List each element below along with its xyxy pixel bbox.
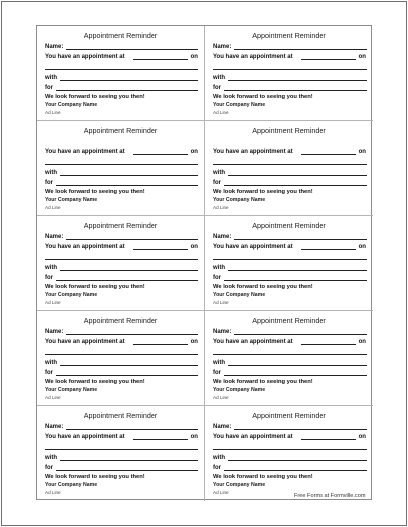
card-title: Appointment Reminder — [83, 31, 158, 40]
date-blank-line[interactable] — [45, 164, 198, 165]
for-blank-line[interactable] — [224, 90, 367, 91]
reminder-card — [205, 121, 373, 216]
name-blank-line[interactable] — [66, 429, 198, 430]
time-blank-line[interactable] — [133, 439, 188, 440]
card-title: Appointment Reminder — [83, 126, 158, 135]
with-label: with — [213, 360, 225, 366]
appointment-label: You have an appointment at — [213, 339, 293, 345]
with-blank-line[interactable] — [228, 270, 367, 271]
closing-text: We look forward to seeing you then! — [45, 379, 145, 385]
ad-line: Ad Line — [213, 300, 229, 305]
name-label: Name: — [45, 234, 64, 240]
appointment-label: You have an appointment at — [213, 244, 293, 250]
with-blank-line[interactable] — [60, 270, 198, 271]
with-blank-line[interactable] — [60, 175, 198, 176]
company-name: Your Company Name — [213, 102, 266, 108]
with-blank-line[interactable] — [228, 175, 367, 176]
with-label: with — [45, 455, 57, 461]
appointment-label: You have an appointment at — [45, 149, 125, 155]
ad-line: Ad Line — [213, 490, 229, 495]
name-label: Name: — [213, 424, 232, 430]
reminder-card — [37, 121, 205, 216]
on-label: on — [358, 149, 366, 155]
ad-line: Ad Line — [213, 205, 229, 210]
on-label: on — [358, 339, 366, 345]
reminder-card-sheet — [36, 25, 372, 500]
card-title: Appointment Reminder — [83, 221, 158, 230]
name-label: Name: — [213, 44, 232, 50]
for-label: for — [45, 275, 53, 281]
for-blank-line[interactable] — [56, 280, 198, 281]
with-blank-line[interactable] — [60, 460, 198, 461]
on-label: on — [190, 149, 198, 155]
for-blank-line[interactable] — [224, 280, 367, 281]
with-label: with — [213, 170, 225, 176]
for-label: for — [45, 465, 53, 471]
name-blank-line[interactable] — [234, 49, 367, 50]
ad-line: Ad Line — [45, 110, 61, 115]
for-blank-line[interactable] — [56, 470, 198, 471]
ad-line: Ad Line — [45, 300, 61, 305]
closing-text: We look forward to seeing you then! — [213, 189, 313, 195]
on-label: on — [358, 244, 366, 250]
for-blank-line[interactable] — [224, 470, 367, 471]
for-label: for — [213, 275, 221, 281]
ad-line: Ad Line — [45, 205, 61, 210]
name-label: Name: — [45, 329, 64, 335]
ad-line: Ad Line — [213, 395, 229, 400]
date-blank-line[interactable] — [213, 259, 367, 260]
card-title: Appointment Reminder — [83, 411, 158, 420]
for-blank-line[interactable] — [224, 185, 367, 186]
time-blank-line[interactable] — [301, 439, 356, 440]
name-label: Name: — [45, 424, 64, 430]
with-label: with — [45, 265, 57, 271]
closing-text: We look forward to seeing you then! — [45, 284, 145, 290]
reminder-card — [37, 406, 205, 501]
reminder-card — [205, 216, 373, 311]
on-label: on — [190, 339, 198, 345]
appointment-label: You have an appointment at — [45, 434, 125, 440]
with-label: with — [45, 170, 57, 176]
appointment-label: You have an appointment at — [45, 244, 125, 250]
time-blank-line[interactable] — [133, 59, 188, 60]
for-blank-line[interactable] — [56, 375, 198, 376]
closing-text: We look forward to seeing you then! — [213, 379, 313, 385]
card-title: Appointment Reminder — [252, 411, 326, 420]
date-blank-line[interactable] — [213, 69, 367, 70]
on-label: on — [358, 434, 366, 440]
date-blank-line[interactable] — [45, 69, 198, 70]
card-title: Appointment Reminder — [252, 126, 326, 135]
appointment-label: You have an appointment at — [213, 54, 293, 60]
with-blank-line[interactable] — [228, 460, 367, 461]
name-label: Name: — [213, 234, 232, 240]
appointment-label: You have an appointment at — [213, 434, 293, 440]
date-blank-line[interactable] — [45, 354, 198, 355]
reminder-card — [37, 216, 205, 311]
date-blank-line[interactable] — [45, 449, 198, 450]
appointment-label: You have an appointment at — [45, 339, 125, 345]
name-blank-line[interactable] — [66, 239, 198, 240]
reminder-card — [37, 26, 205, 121]
for-label: for — [45, 180, 53, 186]
ad-line: Ad Line — [213, 110, 229, 115]
date-blank-line[interactable] — [213, 164, 367, 165]
company-name: Your Company Name — [213, 197, 266, 203]
with-label: with — [45, 75, 57, 81]
company-name: Your Company Name — [213, 482, 266, 488]
time-blank-line[interactable] — [301, 59, 356, 60]
with-blank-line[interactable] — [228, 365, 367, 366]
date-blank-line[interactable] — [45, 259, 198, 260]
company-name: Your Company Name — [45, 387, 98, 393]
footer-credit: Free Forms at Formville.com — [294, 493, 366, 499]
for-blank-line[interactable] — [56, 185, 198, 186]
name-label: Name: — [45, 44, 64, 50]
name-blank-line[interactable] — [234, 239, 367, 240]
reminder-card — [205, 26, 373, 121]
with-blank-line[interactable] — [60, 80, 198, 81]
on-label: on — [358, 54, 366, 60]
reminder-card — [37, 311, 205, 406]
with-label: with — [213, 455, 225, 461]
company-name: Your Company Name — [45, 482, 98, 488]
company-name: Your Company Name — [45, 197, 98, 203]
for-label: for — [213, 180, 221, 186]
closing-text: We look forward to seeing you then! — [213, 284, 313, 290]
appointment-label: You have an appointment at — [213, 149, 293, 155]
company-name: Your Company Name — [213, 292, 266, 298]
card-title: Appointment Reminder — [252, 316, 326, 325]
card-title: Appointment Reminder — [252, 221, 326, 230]
reminder-card — [205, 406, 373, 501]
for-label: for — [213, 465, 221, 471]
for-label: for — [213, 85, 221, 91]
for-blank-line[interactable] — [224, 375, 367, 376]
time-blank-line[interactable] — [133, 249, 188, 250]
on-label: on — [190, 54, 198, 60]
name-blank-line[interactable] — [234, 334, 367, 335]
with-label: with — [45, 360, 57, 366]
on-label: on — [190, 434, 198, 440]
closing-text: We look forward to seeing you then! — [45, 474, 145, 480]
company-name: Your Company Name — [213, 387, 266, 393]
with-blank-line[interactable] — [60, 365, 198, 366]
closing-text: We look forward to seeing you then! — [213, 94, 313, 100]
time-blank-line[interactable] — [301, 344, 356, 345]
company-name: Your Company Name — [45, 292, 98, 298]
for-label: for — [45, 85, 53, 91]
with-blank-line[interactable] — [228, 80, 367, 81]
appointment-label: You have an appointment at — [45, 54, 125, 60]
card-title: Appointment Reminder — [83, 316, 158, 325]
for-blank-line[interactable] — [56, 90, 198, 91]
name-blank-line[interactable] — [66, 334, 198, 335]
on-label: on — [190, 244, 198, 250]
time-blank-line[interactable] — [301, 249, 356, 250]
for-label: for — [45, 370, 53, 376]
time-blank-line[interactable] — [133, 154, 188, 155]
ad-line: Ad Line — [45, 490, 61, 495]
ad-line: Ad Line — [45, 395, 61, 400]
name-label: Name: — [213, 329, 232, 335]
closing-text: We look forward to seeing you then! — [213, 474, 313, 480]
card-title: Appointment Reminder — [252, 31, 326, 40]
name-blank-line[interactable] — [66, 49, 198, 50]
with-label: with — [213, 265, 225, 271]
company-name: Your Company Name — [45, 102, 98, 108]
date-blank-line[interactable] — [213, 449, 367, 450]
name-blank-line[interactable] — [234, 429, 367, 430]
reminder-card — [205, 311, 373, 406]
time-blank-line[interactable] — [301, 154, 356, 155]
closing-text: We look forward to seeing you then! — [45, 94, 145, 100]
for-label: for — [213, 370, 221, 376]
closing-text: We look forward to seeing you then! — [45, 189, 145, 195]
with-label: with — [213, 75, 225, 81]
time-blank-line[interactable] — [133, 344, 188, 345]
date-blank-line[interactable] — [213, 354, 367, 355]
